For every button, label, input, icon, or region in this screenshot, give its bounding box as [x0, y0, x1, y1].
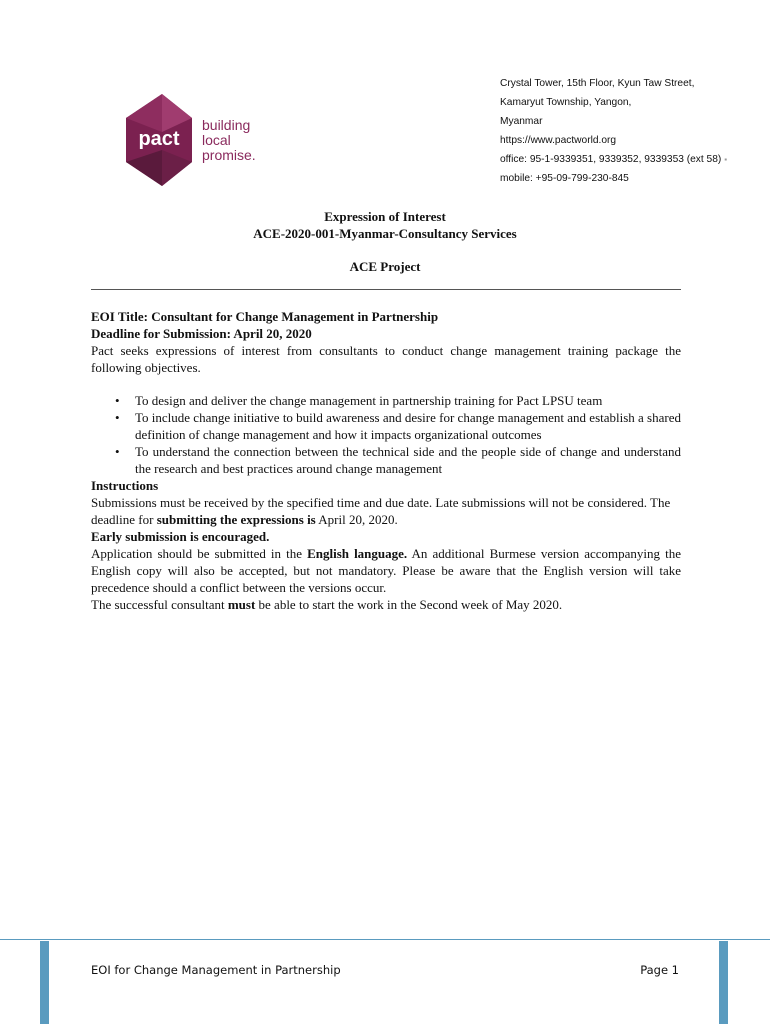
objective-item: • To understand the connection between the technical side and the people side of change and understand the research and best practices around change management — [91, 443, 681, 477]
objective-item: • To design and deliver the change management in partnership training for Pact LPSU team — [91, 392, 681, 409]
start-text-2: be able to start the work in the Second week of May 2020. — [255, 597, 563, 612]
project-name: ACE Project — [349, 259, 421, 274]
document-title — [0, 208, 770, 275]
start-paragraph — [91, 596, 681, 613]
intro-paragraph: Pact seeks expressions of interest from consultants to conduct change management training package the following objectives. — [91, 343, 681, 375]
submissions-text-2: April 20, 2020. — [315, 512, 398, 527]
title-line-2: ACE-2020-001-Myanmar-Consultancy Services — [253, 226, 517, 241]
document-body — [91, 308, 681, 613]
address-line: Kamaryut Township, Yangon, — [500, 97, 632, 108]
language-paragraph — [91, 545, 681, 596]
mobile-phone: mobile: +95-09-799-230-845 — [500, 173, 629, 184]
start-text-1: The successful consultant — [91, 597, 228, 612]
office-phone — [500, 150, 760, 169]
start-bold: must — [227, 597, 256, 612]
submissions-paragraph — [91, 494, 681, 528]
address-line: Myanmar — [500, 116, 543, 127]
website-link[interactable]: https://www.pactworld.org — [500, 135, 617, 146]
submissions-bold: submitting the expressions is — [156, 512, 316, 527]
header-divider — [91, 289, 681, 290]
logo-tagline-3: promise. — [202, 147, 256, 163]
objective-item: • To include change initiative to build awareness and desire for change management and establish a shared definition of change management and how it impacts organizational outcomes — [91, 409, 681, 443]
footer-accent-right — [719, 941, 728, 1024]
eoi-title: EOI Title: Consultant for Change Management in Partnership — [91, 309, 439, 324]
instructions-heading: Instructions — [91, 478, 159, 493]
office-marker: ▪ — [724, 155, 728, 164]
logo-tagline-1: building — [202, 117, 251, 133]
address-line: Crystal Tower, 15th Floor, Kyun Taw Street, — [500, 78, 695, 89]
page-number: Page 1 — [640, 963, 679, 977]
footer-accent-left — [40, 941, 49, 1024]
title-line-1: Expression of Interest — [324, 209, 446, 224]
submissions-text-1: Submissions must be received by the specified time and due date. Late submissions will not be considered. The deadline for — [91, 495, 671, 527]
office-phone-text: office: 95-1-9339351, 9339352, 9339353 (ext 58) — [500, 154, 722, 165]
objectives-list — [91, 392, 681, 477]
language-text-2: An additional Burmese version accompanying the English copy will also be accepted, but not mandatory. Please be aware that the English version will take precedence should a conflict between the versions occur. — [91, 546, 681, 595]
language-bold: English language. — [307, 546, 408, 561]
language-text-1: Application should be submitted in the — [91, 546, 308, 561]
contact-address — [500, 74, 760, 188]
logo-mark-text: pact — [138, 128, 180, 150]
footer-divider — [0, 939, 770, 940]
pact-logo — [122, 92, 262, 188]
footer-title: EOI for Change Management in Partnership — [91, 963, 341, 977]
deadline: Deadline for Submission: April 20, 2020 — [91, 326, 312, 341]
logo-tagline-2: local — [202, 132, 231, 148]
early-submission-note: Early submission is encouraged. — [91, 529, 270, 544]
